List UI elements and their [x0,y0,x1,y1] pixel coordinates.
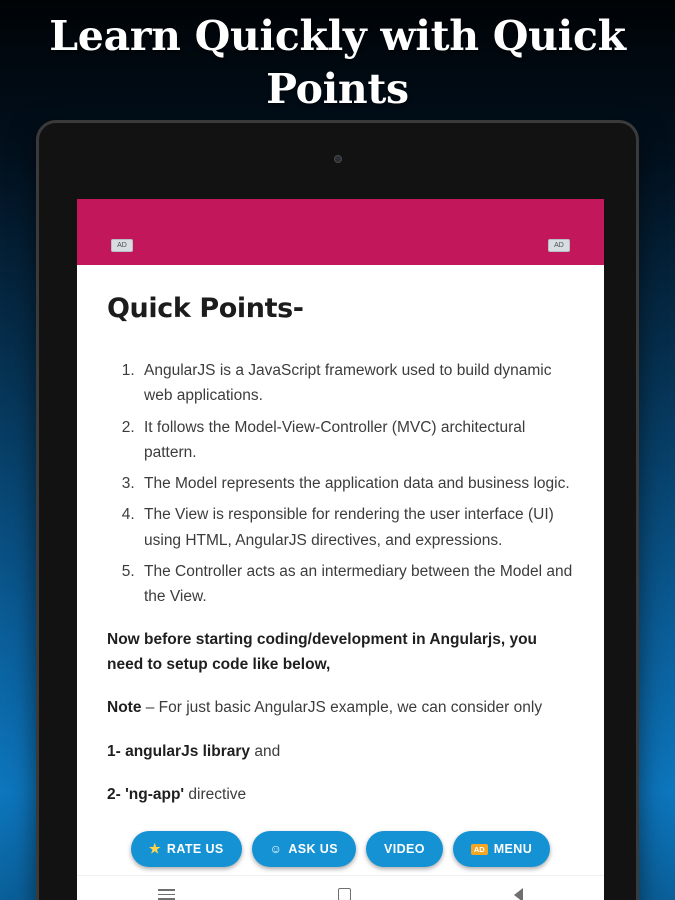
ad-badge-right-icon[interactable]: AD [548,239,570,252]
tablet-device-frame [36,120,639,900]
setup-item-one-label: 1- angularJs library [107,742,251,760]
setup-item-two-suffix: directive [184,785,247,803]
list-item: 1. AngularJS is a JavaScript framework used to build dynamic web applications. [139,358,574,409]
rate-us-label: RATE US [166,842,224,856]
recents-icon[interactable] [158,889,175,900]
menu-label: MENU [493,842,533,856]
ad-badge-icon: AD [471,844,488,855]
note-paragraph [107,695,574,720]
back-icon[interactable] [514,888,523,900]
article-content [77,265,604,900]
person-icon: ☺ [269,842,283,856]
app-screen [77,199,604,900]
video-label: VIDEO [383,842,425,856]
setup-item-one [107,739,574,764]
rate-us-button[interactable] [131,831,242,867]
note-text: – For just basic AngularJS example, we can consider only [141,699,543,717]
promo-headline: Learn Quickly with Quick Points [49,12,626,114]
menu-button[interactable] [453,831,550,867]
home-icon[interactable] [338,888,351,900]
quick-points-list [139,358,574,609]
list-item: 5. The Controller acts as an intermediary between the Model and the View. [139,559,574,610]
front-camera-icon [334,155,342,163]
ask-us-label: ASK US [288,842,338,856]
list-item: 4. The View is responsible for rendering the user interface (UI) using HTML, AngularJS directives, and expressions. [139,502,574,553]
setup-item-two-label: 2- 'ng-app' [107,785,185,803]
setup-item-one-suffix: and [250,742,281,760]
video-button[interactable] [366,831,443,867]
floating-action-bar [77,831,604,867]
list-item: 2. It follows the Model-View-Controller (MVC) architectural pattern. [139,415,574,466]
app-bar [77,199,604,265]
setup-item-two [107,782,574,807]
setup-note-paragraph: Now before starting coding/development in Angularjs, you need to setup code like below, [107,631,538,674]
page-title: Quick Points- [107,293,304,324]
ask-us-button[interactable] [252,831,356,867]
note-label: Note [107,699,142,717]
ad-badge-left-icon[interactable]: AD [111,239,133,252]
list-item: 3. The Model represents the application data and business logic. [139,471,574,496]
system-navigation-bar [77,875,604,900]
star-icon: ★ [148,841,161,856]
